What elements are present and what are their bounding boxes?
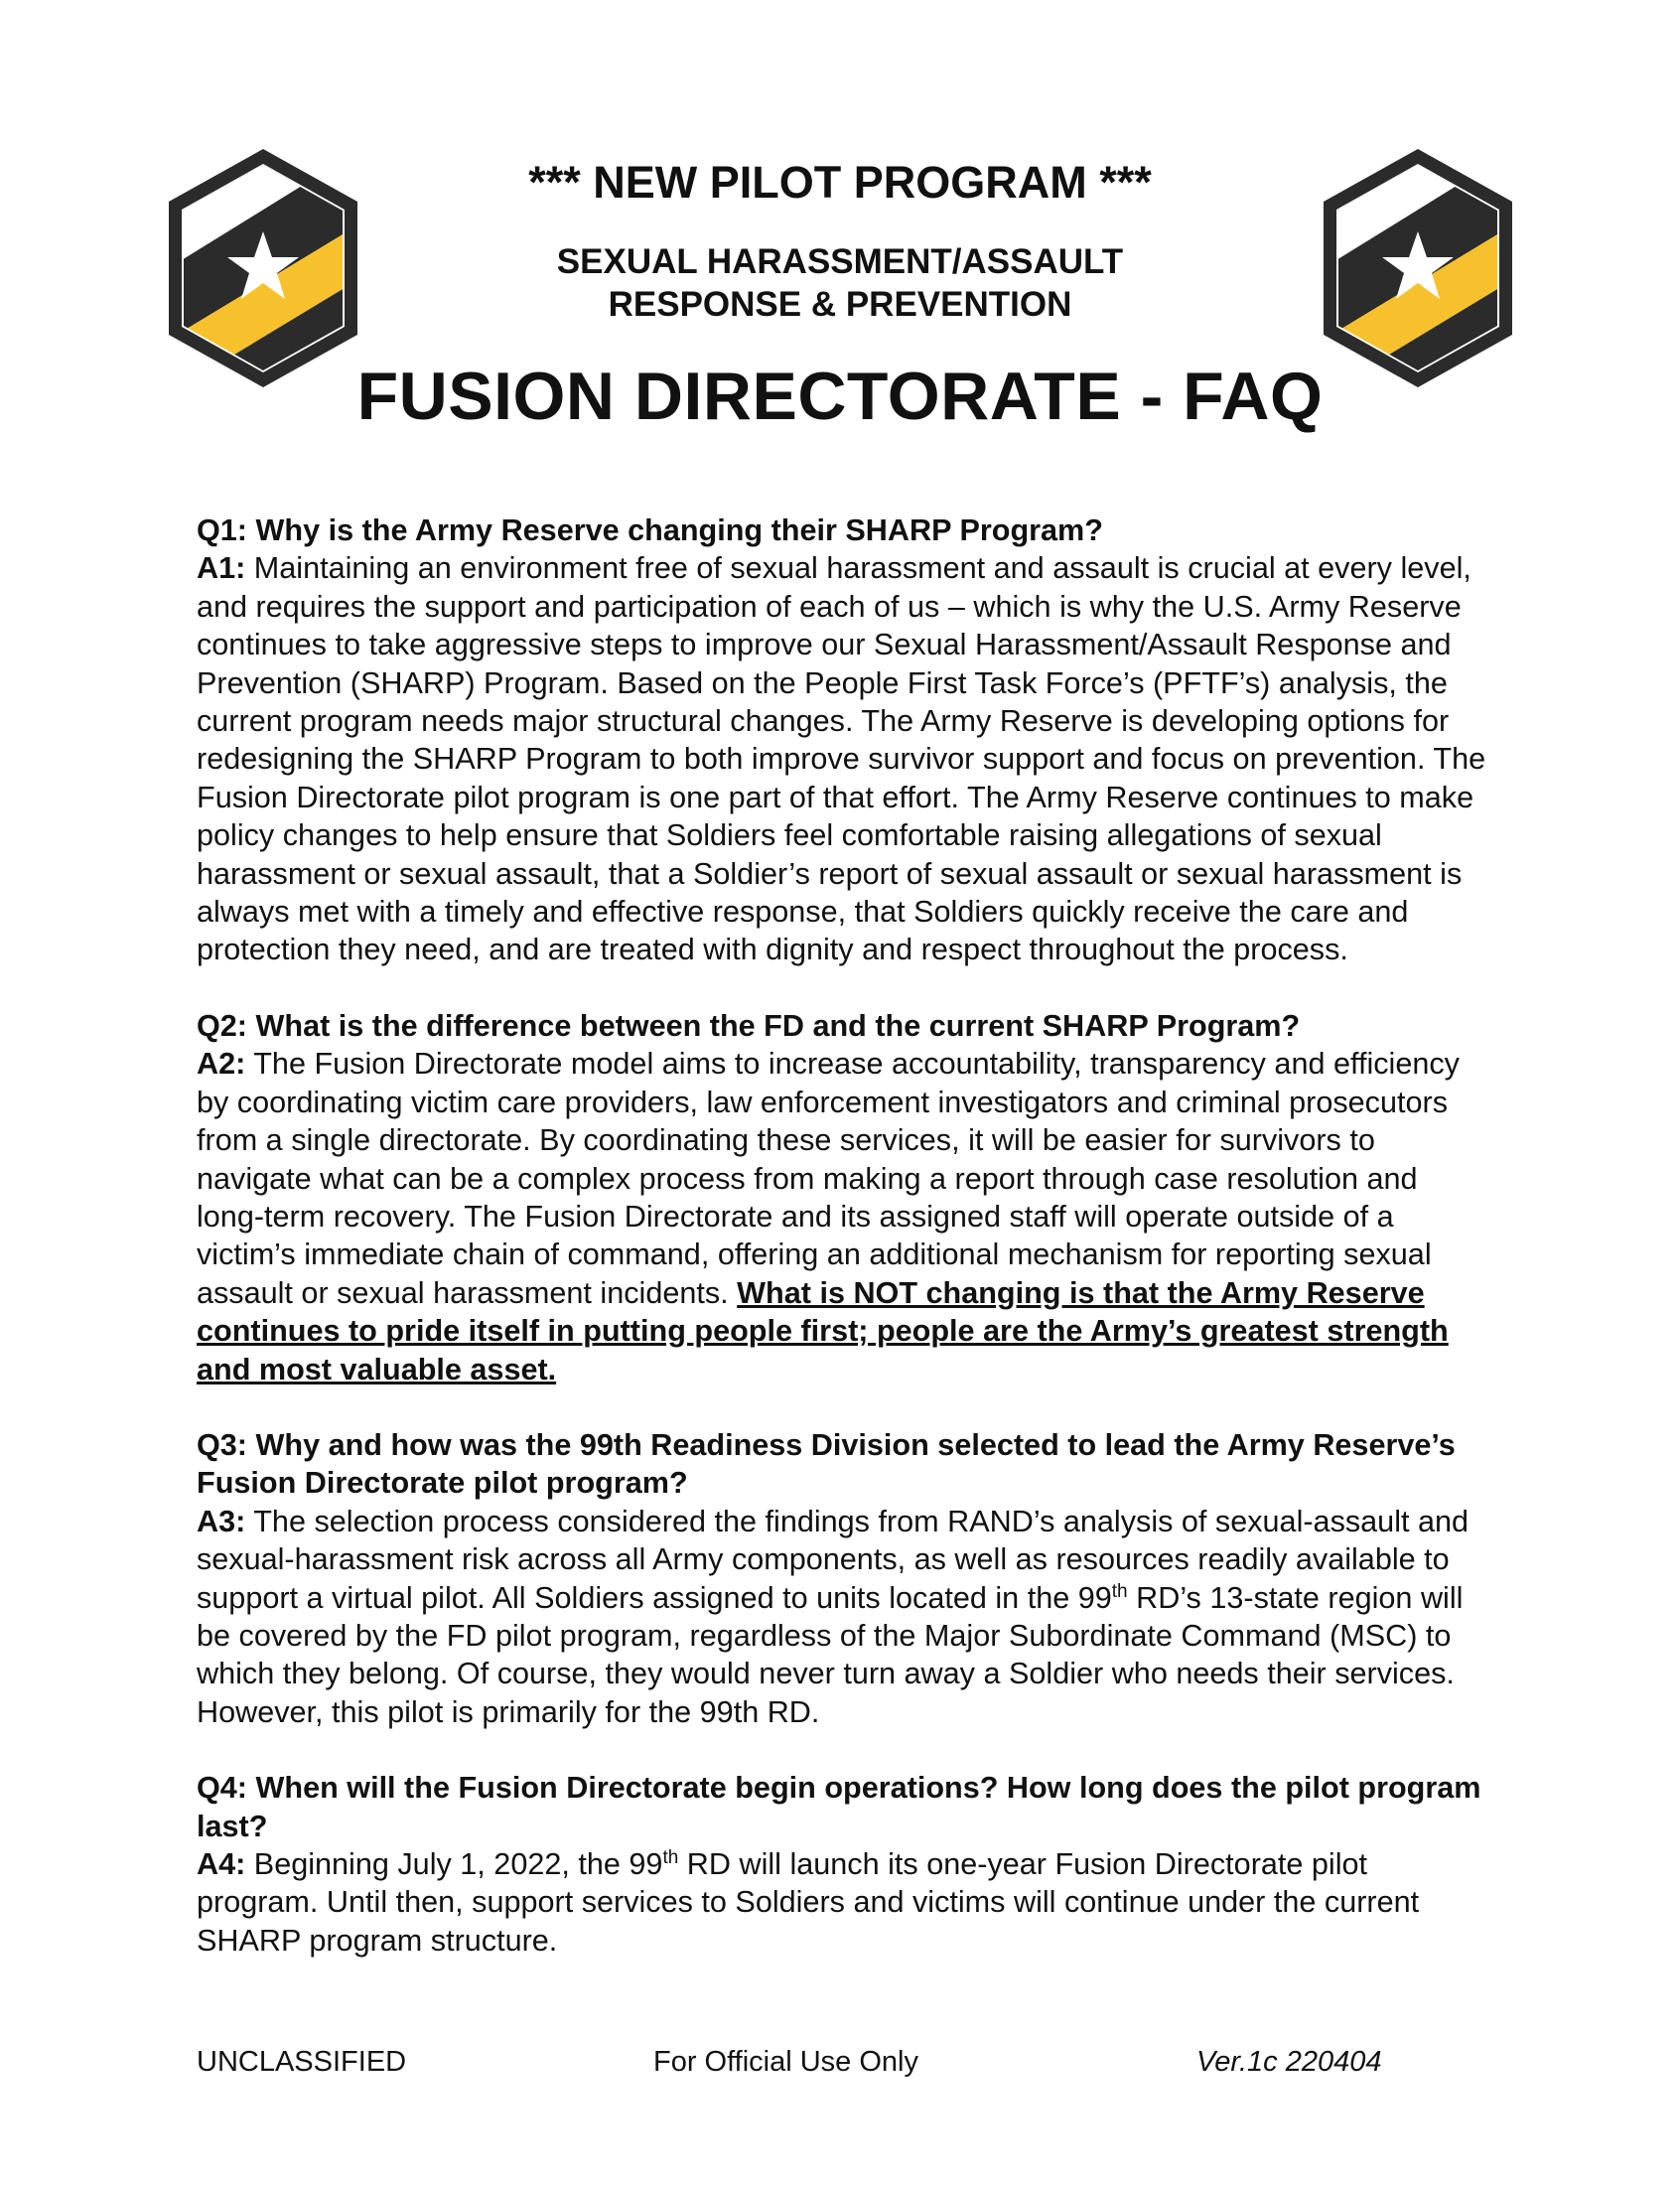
program-name-line1: SEXUAL HARASSMENT/ASSAULT [556,242,1124,281]
answer-text: RD’s 13-state region will be covered by the FD pilot program, regardless of the Major Subordinate Command (MSC) to which they belong. Of course, they would never turn away a Soldier who needs their services. However, this pilot is primarily for the 99th RD. [197,1580,1464,1729]
pilot-banner: *** NEW PILOT PROGRAM *** [528,157,1152,208]
faq-item-q2 [197,1007,1487,1388]
answer-text: Maintaining an environment free of sexual harassment and assault is crucial at every level, and requires the support and participation of each of us – which is why the U.S. Army Reserve continues to take aggressive steps to improve our Sexual Harassment/Assault Response and Prevention (SHARP) Program. Based on the People First Task Force’s (PFTF’s) analysis, the current program needs major structural changes. The Army Reserve is developing options for redesigning the SHARP Program to both improve survivor support and focus on prevention. The Fusion Directorate pilot program is one part of that effort. The Army Reserve continues to make policy changes to help ensure that Soldiers feel comfortable raising allegations of sexual harassment or sexual assault, that a Soldier’s report of sexual assault or sexual harassment is always met with a timely and effective response, that Soldiers quickly receive the care and protection they need, and are treated with dignity and respect throughout the process. [197,551,1486,967]
question: Q4: When will the Fusion Directorate begin operations? How long does the pilot program last? [197,1771,1481,1843]
handling-marking: For Official Use Only [653,2046,918,2078]
faq-item-q3 [197,1426,1487,1731]
answer [197,1503,1487,1731]
answer-text: Beginning July 1, 2022, the 99 [245,1847,663,1881]
classification-marking: UNCLASSIFIED [197,2046,407,2078]
answer-text: RD will launch its one-year Fusion Directorate pilot program. Until then, support services to Soldiers and victims will continue under the current SHARP program structure. [197,1847,1420,1958]
answer-text: The selection process considered the findings from RAND’s analysis of sexual-assault and sexual-harassment risk across all Army components, as well as resources readily available to support a virtual pilot. All Soldiers assigned to units located in the 99 [197,1504,1470,1615]
program-name-line2: RESPONSE & PREVENTION [608,285,1072,324]
faq-item-q1 [197,511,1487,969]
answer [197,1845,1487,1960]
version-label: Ver.1c 220404 [1196,2046,1382,2078]
faq-list [197,511,1487,1997]
answer-label: A2: [197,1047,246,1082]
answer-text: The Fusion Directorate model aims to increase accountability, transparency and efficiency by coordinating victim care providers, law enforcement investigators and criminal prosecutors from a single directorate. By coordinating these services, it will be easier for survivors to navigate what can be a complex process from making a report through case resolution and long-term recovery. The Fusion Directorate and its assigned staff will operate outside of a victim’s immediate chain of command, offering an additional mechanism for reporting sexual assault or sexual harassment incidents. [197,1047,1460,1310]
answer-emphasis: What is NOT changing is that the Army Reserve continues to pride itself in putting people first; people are the Army’s greatest strength and most valuable asset. [197,1275,1449,1386]
ordinal-suffix: th [662,1846,679,1868]
answer-label: A4: [197,1847,246,1881]
question: Q2: What is the difference between the FD and the current SHARP Program? [197,1008,1301,1043]
answer [197,549,1487,968]
answer [197,1045,1487,1388]
faq-item-q4 [197,1769,1487,1960]
ordinal-suffix: th [1111,1580,1128,1602]
answer-label: A1: [197,551,246,586]
page-title: FUSION DIRECTORATE - FAQ [356,359,1324,434]
answer-label: A3: [197,1504,246,1538]
question: Q1: Why is the Army Reserve changing their SHARP Program? [197,513,1103,547]
question: Q3: Why and how was the 99th Readiness Division selected to lead the Army Reserve’s Fusion Directorate pilot program? [197,1427,1456,1501]
